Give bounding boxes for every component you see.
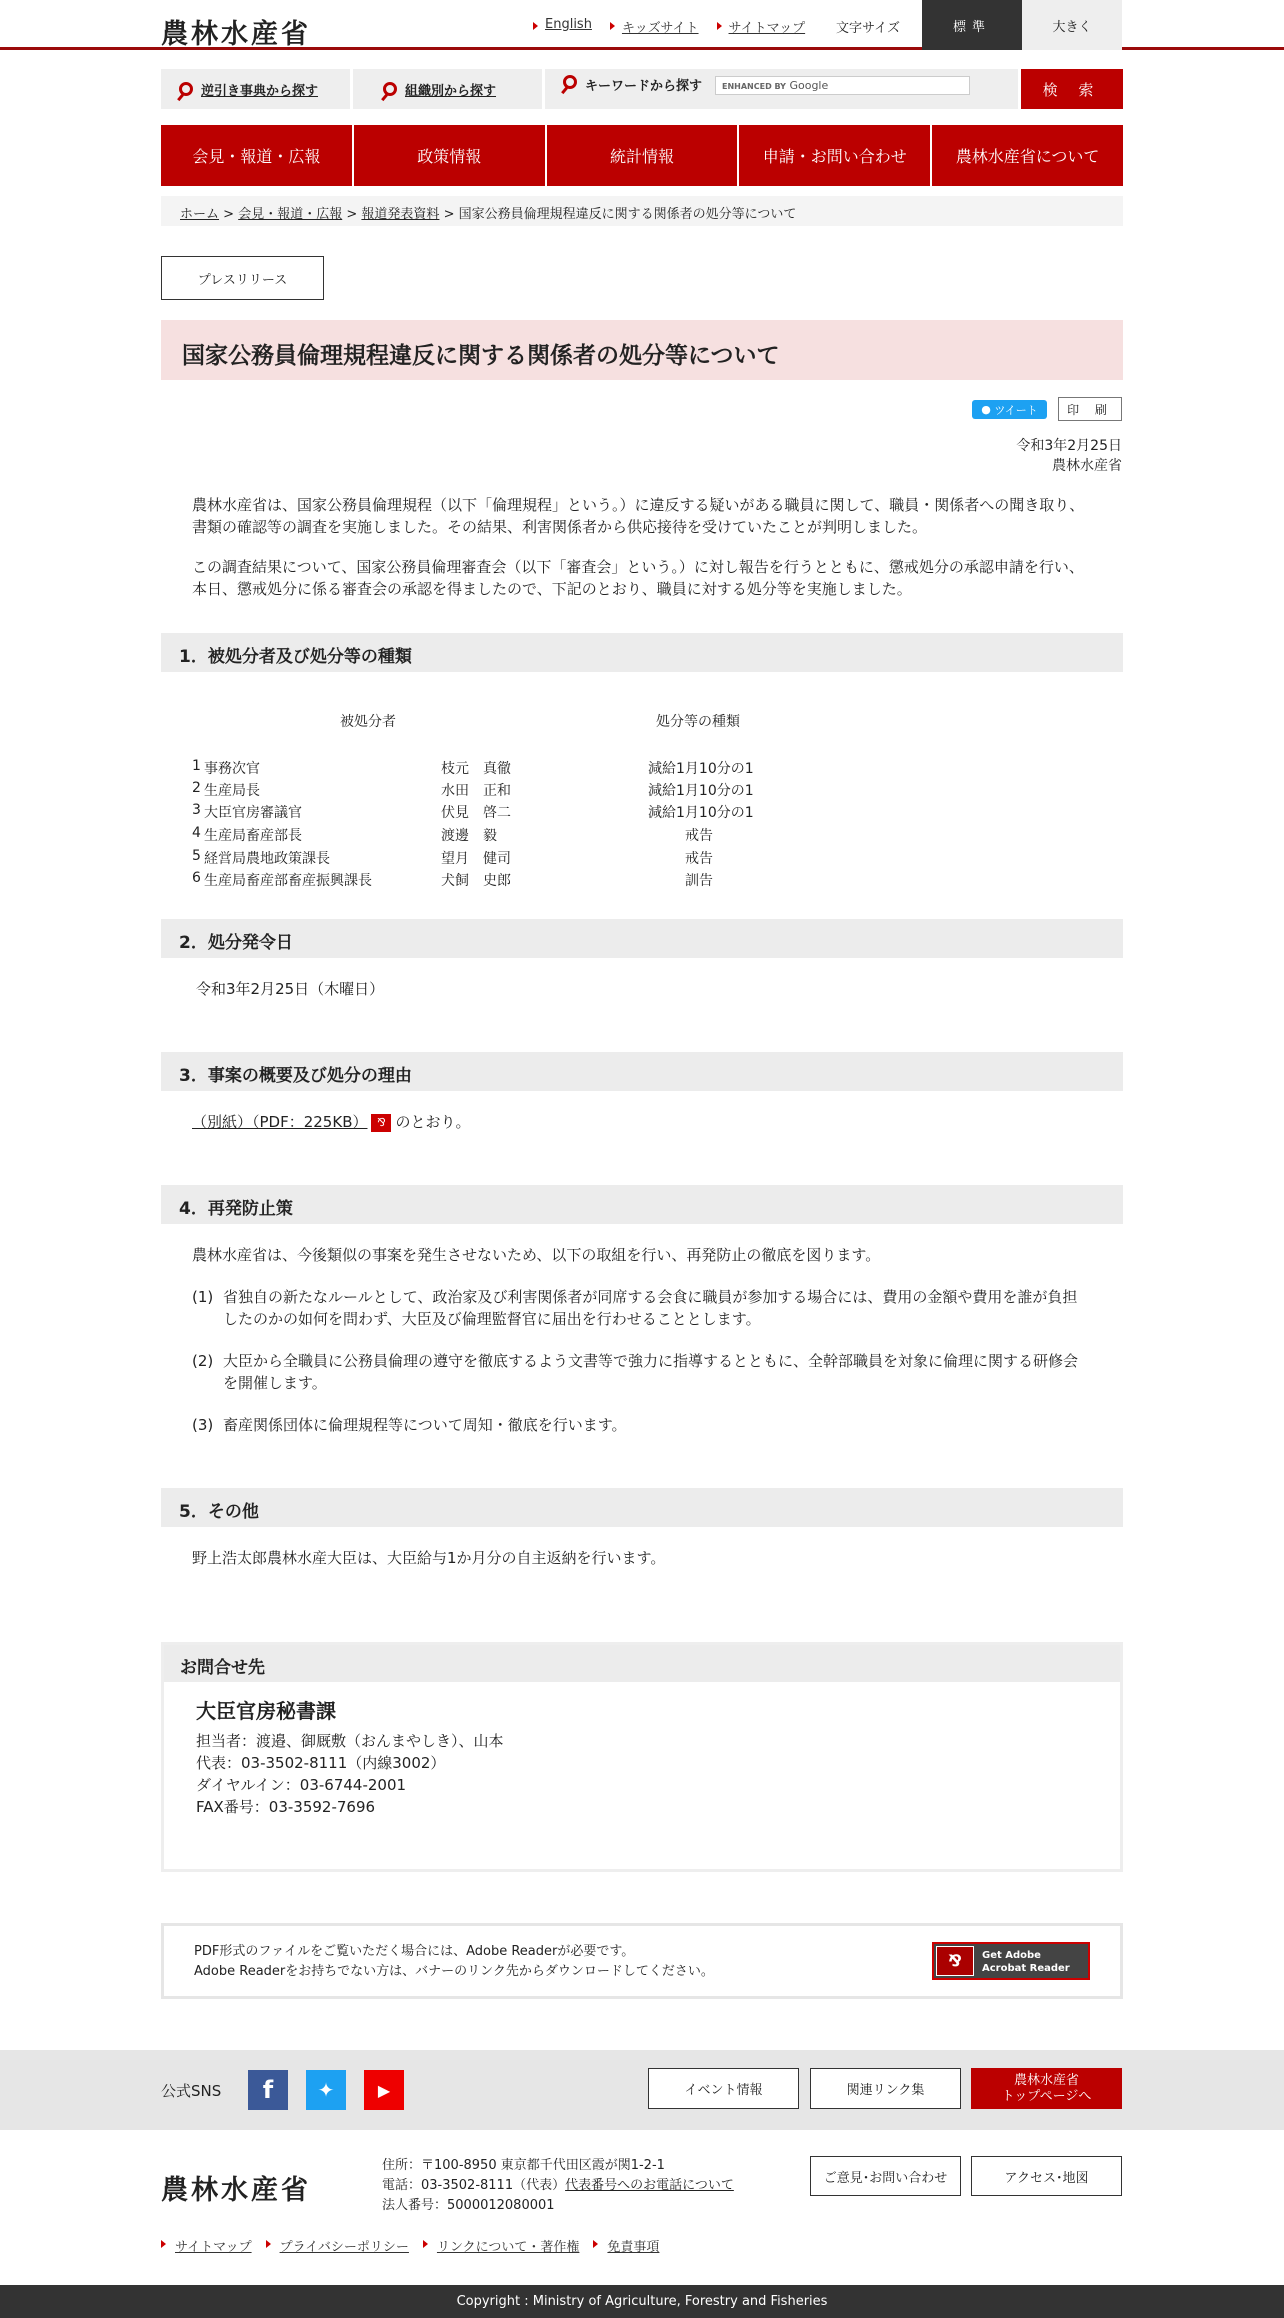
row-name: 伏見 啓二 [441,805,511,821]
table-row [192,802,892,824]
list-number: (1) [192,1288,214,1306]
contact-dial-in: ダイヤルイン：03-6744-2001 [196,1776,407,1794]
row-post: 事務次官 [204,761,260,777]
top-links [533,17,823,36]
attachment-pdf-link[interactable]: （別紙）（PDF：225KB） [192,1113,368,1131]
prevention-intro: 農林水産省は、今後類似の事案を発生させないため、以下の取組を行い、再発防止の徹底を図ります。 [192,1246,881,1264]
row-name: 望月 健司 [441,851,511,867]
section-heading: 5．その他 [161,1488,1123,1527]
contact-box [161,1642,1123,1872]
footer-link-copyright[interactable]: リンクについて・著作権 [423,2236,579,2255]
contact-main-phone: 代表：03-3502-8111（内線3002） [196,1754,446,1772]
print-button[interactable]: 印 刷 [1058,397,1122,421]
adobe-notice-line: PDF形式のファイルをご覧いただく場合には、Adobe Readerが必要です。 [194,1944,635,1959]
list-item [192,1350,1092,1394]
footer-links [161,2236,673,2255]
kids-site-link[interactable]: キッズサイト [610,17,699,36]
search-icon [563,75,577,89]
opinion-button[interactable]: ご意見･お問い合わせ [810,2156,961,2196]
contact-fax: FAX番号：03-3592-7696 [196,1798,376,1816]
table-row [192,870,892,892]
index-search-link[interactable]: 逆引き事典から探す [201,83,319,99]
breadcrumb-releases[interactable]: 報道発表資料 [361,207,440,222]
google-brand: Google [789,79,829,92]
nav-item-press[interactable]: 会見・報道・広報 [161,125,352,186]
release-date-block [1016,436,1122,476]
breadcrumb-home[interactable]: ホーム [180,207,220,222]
acrobat-icon: ⅋ [936,1946,974,1976]
row-name: 水田 正和 [441,783,511,799]
table-row [192,825,892,847]
row-action: 減給1月10分の1 [648,805,754,821]
english-link[interactable]: English [533,17,592,36]
row-number: 5 [192,848,201,864]
google-enhanced-label: ENHANCED BY [722,82,786,91]
table-header-person: 被処分者 [340,714,396,730]
address-line: 住所：〒100-8950 東京都千代田区霞が関1-2-1 [382,2158,665,2173]
tweet-button[interactable] [972,400,1047,419]
org-search-link[interactable]: 組織別から探す [405,83,497,99]
contact-person: 担当者：渡邉、御厩敷（おんまやしき）、山本 [196,1732,504,1750]
ministry-logo[interactable]: 農林水産省 [161,19,311,50]
search-icon [179,82,193,96]
contact-body [164,1682,1120,1818]
keyword-search-label: キーワードから探す [585,79,703,94]
contact-department: 大臣官房秘書課 [196,1699,336,1723]
breadcrumb-separator: > [443,207,455,222]
intro-paragraph: この調査結果について、国家公務員倫理審査会（以下「審査会」という。）に対し報告を行うとともに、懲戒処分の承認申請を行い、本日、懲戒処分に係る審査会の承認を得ましたので、下記のとおり、職員に対する処分等を実施しました。 [192,558,1084,598]
phone-line [382,2176,734,2196]
row-number: 1 [192,758,201,774]
section-heading: 2．処分発令日 [161,919,1123,958]
font-size-label: 文字サイズ [836,21,900,36]
attachment-line [192,1111,1092,1133]
org-search-tab[interactable] [353,69,542,109]
index-search-tab[interactable] [161,69,350,109]
search-button[interactable]: 検 索 [1021,69,1123,109]
row-post: 経営局農地政策課長 [204,851,330,867]
event-info-button[interactable]: イベント情報 [648,2068,799,2109]
release-date: 令和3年2月25日 [1016,438,1122,454]
adobe-notice-line: Adobe Readerをお持ちでない方は、バナーのリンク先からダウンロードしてください。 [194,1964,714,1979]
footer-link-disclaimer[interactable]: 免責事項 [593,2236,659,2255]
twitter-icon[interactable]: ✦ [306,2070,346,2110]
pdf-icon: ⅋ [371,1114,391,1132]
contact-heading: お問合せ先 [164,1645,1120,1682]
adobe-button-line: Acrobat Reader [982,1963,1070,1974]
row-post: 生産局畜産部畜産振興課長 [204,873,372,889]
row-post: 大臣官房審議官 [204,805,302,821]
list-number: (2) [192,1352,214,1370]
list-item [192,1414,1092,1436]
row-action: 訓告 [685,873,713,889]
sns-label: 公式SNS [161,2082,222,2100]
keyword-search-box [545,69,1018,109]
site-header [0,0,1284,50]
list-text: 省独自の新たなルールとして、政治家及び利害関係者が同席する会食に職員が参加する場合には、費用の金額や費用を誰が負担したのかの如何を問わず、大臣及び倫理監督官に届出を行わせることとします。 [223,1288,1078,1328]
nav-item-policy[interactable]: 政策情報 [354,125,545,186]
access-map-button[interactable]: アクセス･地図 [971,2156,1122,2196]
row-post: 生産局長 [204,783,260,799]
adobe-button-line: Get Adobe [982,1950,1041,1961]
row-action: 減給1月10分の1 [648,783,754,799]
youtube-icon[interactable]: ▶ [364,2070,404,2110]
phone-info-link[interactable]: 代表番号へのお電話について [565,2178,734,2193]
row-number: 4 [192,825,201,841]
nav-item-about[interactable]: 農林水産省について [932,125,1123,186]
row-action: 戒告 [685,851,713,867]
footer-link-privacy[interactable]: プライバシーポリシー [266,2236,409,2255]
list-text: 大臣から全職員に公務員倫理の遵守を徹底するよう文書等で強力に指導するとともに、全幹部職員を対象に倫理に関する研修会を開催します。 [223,1352,1079,1392]
intro-paragraph: 農林水産省は、国家公務員倫理規程（以下「倫理規程」という。）に違反する疑いがある職員に関して、職員・関係者への聞き取り、書類の確認等の調査を実施しました。その結果、利害関係者から供応接待を受けていたことが判明しました。 [192,496,1085,536]
footer-link-sitemap[interactable]: サイトマップ [161,2236,252,2255]
search-row [161,69,1123,109]
footer-logo[interactable]: 農林水産省 [161,2175,311,2206]
twitter-icon: ● [981,403,995,416]
breadcrumb-separator: > [223,207,235,222]
get-adobe-reader-button[interactable] [932,1942,1090,1980]
list-text: 畜産関係団体に倫理規程等について周知・徹底を行います。 [223,1416,627,1434]
page-title: 国家公務員倫理規程違反に関する関係者の処分等について [161,320,1123,380]
adobe-reader-notice [161,1923,1123,1999]
section-heading: 4．再発防止策 [161,1185,1123,1224]
row-action: 減給1月10分の1 [648,761,754,777]
section-heading: 3．事案の概要及び処分の理由 [161,1052,1123,1091]
corporate-number: 法人番号：5000012080001 [382,2198,555,2213]
row-name: 犬飼 史郎 [441,873,511,889]
row-number: 2 [192,780,201,796]
table-row [192,758,892,780]
phone-text: 電話：03-3502-8111（代表） [382,2178,566,2193]
press-release-badge: プレスリリース [161,256,324,300]
issue-date: 令和3年2月25日（木曜日） [196,980,385,998]
other-text: 野上浩太郎農林水産大臣は、大臣給与1か月分の自主返納を行います。 [192,1549,666,1567]
row-name: 枝元 真徹 [441,761,511,777]
table-row [192,780,892,802]
sitemap-link[interactable]: サイトマップ [717,17,806,36]
facebook-icon[interactable]: f [248,2070,288,2110]
row-number: 3 [192,802,201,818]
row-number: 6 [192,870,201,886]
release-ministry: 農林水産省 [1052,458,1122,474]
search-input[interactable] [715,76,970,95]
copyright: Copyright : Ministry of Agriculture, Forestry and Fisheries [0,2285,1284,2318]
row-action: 戒告 [685,828,713,844]
top-page-button[interactable] [971,2068,1122,2109]
top-page-line: トップページへ [1001,2088,1092,2104]
related-links-button[interactable]: 関連リンク集 [810,2068,961,2109]
attachment-suffix: のとおり。 [395,1113,471,1131]
global-nav [161,125,1123,186]
font-size-large-button[interactable]: 大きく [1022,0,1122,50]
breadcrumb [161,196,1123,226]
row-name: 渡邊 毅 [441,828,497,844]
nav-item-applications[interactable]: 申請・お問い合わせ [739,125,930,186]
tweet-label: ツイート [994,403,1038,417]
sns-bar [0,2050,1284,2130]
top-page-line: 農林水産省 [1013,2072,1079,2088]
breadcrumb-separator: > [346,207,358,222]
table-header-action: 処分等の種類 [656,714,740,730]
list-item [192,1286,1092,1330]
table-row [192,848,892,870]
font-size-standard-button[interactable]: 標準 [922,0,1022,50]
section-heading: 1．被処分者及び処分等の種類 [161,633,1123,672]
list-number: (3) [192,1416,214,1434]
footer-address [382,2156,734,2216]
search-icon [383,82,397,96]
breadcrumb-press[interactable]: 会見・報道・広報 [238,207,343,222]
nav-item-statistics[interactable]: 統計情報 [547,125,738,186]
row-post: 生産局畜産部長 [204,828,302,844]
breadcrumb-current: 国家公務員倫理規程違反に関する関係者の処分等について [458,207,797,222]
